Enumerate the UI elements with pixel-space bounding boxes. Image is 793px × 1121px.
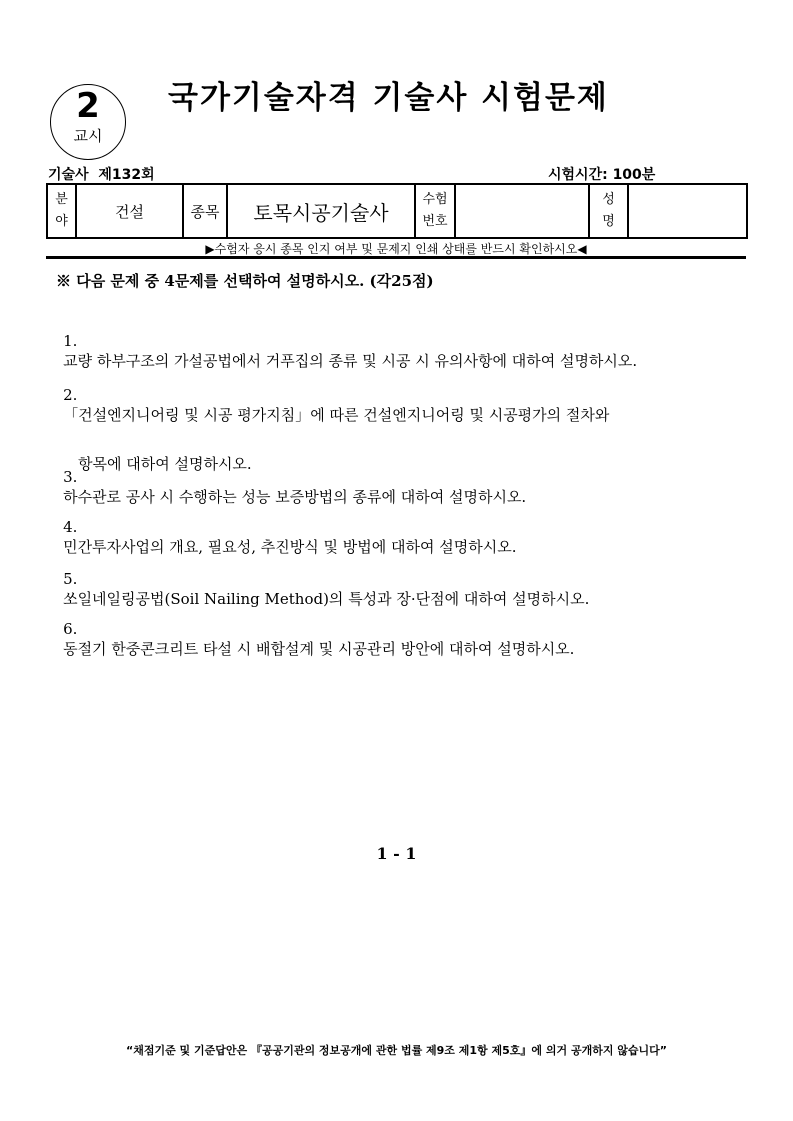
page-title: 국가기술자격 기술사 시험문제 bbox=[168, 80, 609, 116]
session-number: 2 bbox=[76, 86, 100, 126]
session-badge bbox=[50, 84, 126, 160]
question-item bbox=[44, 602, 574, 677]
field-label-cell bbox=[47, 184, 76, 238]
session-label: 교시 bbox=[73, 127, 103, 145]
question-text: 「건설엔지니어링 및 시공 평가지침」에 따른 건설엔지니어링 및 시공평가의 절차와 bbox=[63, 406, 610, 424]
question-number: 1. bbox=[63, 332, 78, 350]
name-label-line2: 명 bbox=[602, 214, 615, 229]
question-text: 민간투자사업의 개요, 필요성, 추진방식 및 방법에 대하여 설명하시오. bbox=[63, 538, 517, 556]
question-text-continued: 항목에 대하여 설명하시오. bbox=[78, 455, 252, 473]
question-number: 4. bbox=[63, 518, 78, 536]
name-field[interactable] bbox=[628, 184, 747, 238]
footer-notice: “채점기준 및 기준답안은 『공공기관의 정보공개에 관한 법률 제9조 제1항 제5호』에 의거 공개하지 않습니다” bbox=[125, 1044, 668, 1057]
name-label-line1: 성 bbox=[602, 192, 615, 207]
question-text: 하수관로 공사 시 수행하는 성능 보증방법의 종류에 대하여 설명하시오. bbox=[63, 488, 527, 506]
page-number: 1 - 1 bbox=[376, 844, 417, 863]
check-notice: ▶수험자 응시 종목 인지 여부 및 문제지 인쇄 상태를 반드시 확인하시오◀ bbox=[205, 242, 587, 256]
question-number: 2. bbox=[63, 386, 78, 404]
divider bbox=[46, 256, 746, 259]
item-value: 토목시공기술사 bbox=[227, 184, 415, 238]
field-label-line2: 야 bbox=[55, 214, 68, 229]
question-number: 5. bbox=[63, 570, 78, 588]
question-text: 쏘일네일링공법(Soil Nailing Method)의 특성과 장·단점에 대하여 설명하시오. bbox=[63, 590, 590, 608]
question-text: 교량 하부구조의 가설공법에서 거푸집의 종류 및 시공 시 유의사항에 대하여 설명하시오. bbox=[63, 352, 638, 370]
exam-no-label-cell bbox=[415, 184, 455, 238]
question-number: 3. bbox=[63, 468, 78, 486]
name-label-cell bbox=[589, 184, 628, 238]
exam-no-label-line1: 수험 bbox=[422, 192, 448, 207]
item-label: 종목 bbox=[183, 184, 227, 238]
question-number: 6. bbox=[63, 620, 78, 638]
exam-no-label-line2: 번호 bbox=[422, 214, 448, 229]
field-value: 건설 bbox=[76, 184, 183, 238]
field-label-line1: 분 bbox=[55, 192, 68, 207]
exam-no-field[interactable] bbox=[455, 184, 589, 238]
question-text: 동절기 한중콘크리트 타설 시 배합설계 및 시공관리 방안에 대하여 설명하시오. bbox=[63, 640, 575, 658]
exam-duration: 시험시간: 100분 bbox=[548, 167, 656, 183]
exam-info-table bbox=[46, 183, 748, 239]
instruction: ※ 다음 문제 중 4문제를 선택하여 설명하시오. (각25점) bbox=[56, 272, 434, 290]
exam-round: 기술사 제132회 bbox=[48, 167, 155, 183]
